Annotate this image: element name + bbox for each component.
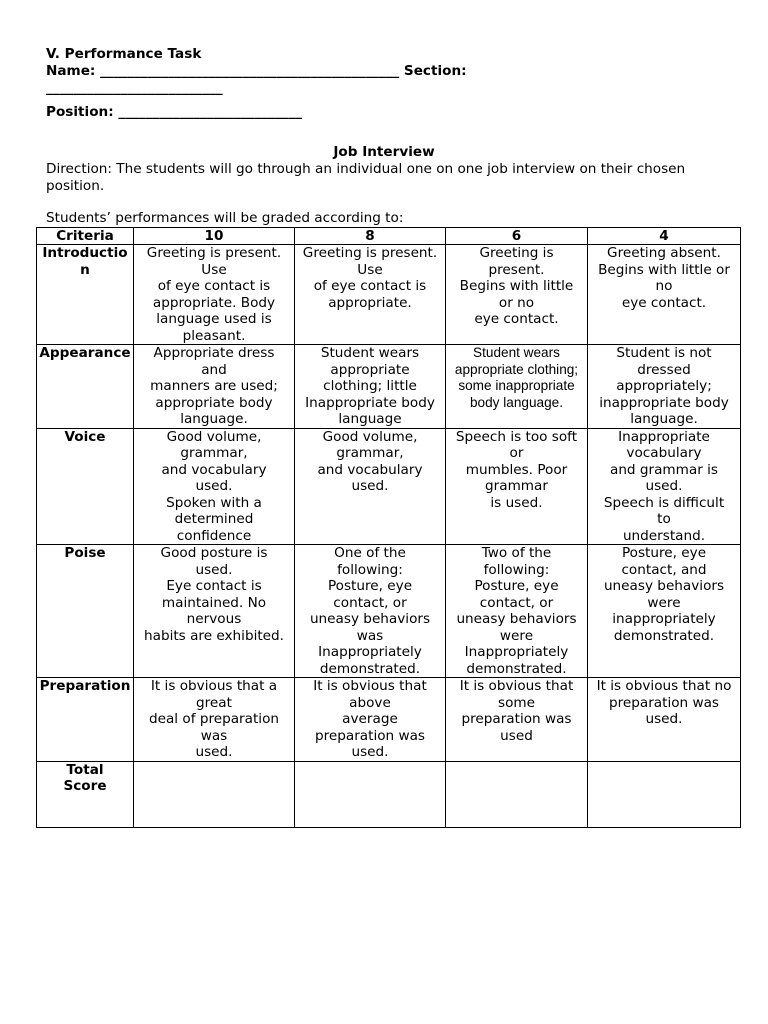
cell-text-line: appropriately; bbox=[616, 378, 712, 394]
total-label-line: Total bbox=[66, 761, 104, 778]
rubric-body bbox=[37, 245, 741, 828]
cell-text-line: used. bbox=[351, 478, 389, 494]
cell-text-line: Begins with little bbox=[459, 278, 574, 294]
cell-text-line: habits are exhibited. bbox=[144, 627, 284, 644]
cell-text-line: It is obvious that bbox=[459, 678, 574, 694]
position-line bbox=[46, 104, 302, 120]
cell-text-line: used. bbox=[645, 478, 683, 494]
score-cell bbox=[588, 545, 741, 678]
cell-text-line: uneasy behaviors bbox=[309, 611, 431, 627]
page-heading: Job Interview bbox=[333, 144, 435, 160]
criteria-cell: Appearance bbox=[37, 345, 134, 429]
cell-text-line: uneasy behaviors bbox=[603, 578, 725, 594]
score-cell bbox=[588, 678, 741, 762]
cell-text-line: eye contact. bbox=[621, 294, 707, 311]
cell-text-line: language. bbox=[180, 411, 248, 427]
cell-text-line: body language. bbox=[470, 394, 563, 410]
cell-text-line: vocabulary bbox=[626, 445, 702, 461]
cell-text-line: Spoken with a bbox=[166, 494, 262, 511]
name-blank: ____________________________________________ bbox=[100, 63, 400, 79]
score-label-line: Score bbox=[63, 778, 107, 794]
cell-text-line: nervous bbox=[186, 611, 242, 627]
cell-text-line: One of the bbox=[334, 545, 406, 561]
cell-text-line: contact, and bbox=[621, 561, 707, 578]
section-blank: __________________________ bbox=[46, 80, 223, 96]
cell-text-line: Greeting is present. bbox=[146, 245, 282, 261]
name-section-line bbox=[46, 63, 467, 79]
cell-text-line: great bbox=[196, 694, 232, 711]
cell-text-line: some bbox=[497, 694, 535, 711]
name-label: Name: bbox=[46, 63, 101, 79]
total-score-cell-4 bbox=[588, 761, 741, 827]
cell-text-line: appropriate clothing; bbox=[454, 361, 579, 377]
cell-text-line: inappropriately bbox=[612, 611, 716, 627]
cell-text-line: Greeting is bbox=[479, 245, 554, 261]
table-row bbox=[37, 345, 741, 429]
cell-text-line: Good volume, bbox=[166, 428, 262, 445]
cell-text-line: contact, or bbox=[479, 594, 554, 611]
total-score-cell-10 bbox=[134, 761, 295, 827]
cell-text-line: deal of preparation bbox=[148, 711, 280, 727]
cell-text-line: uneasy behaviors bbox=[456, 611, 577, 627]
cell-text-line: Inappropriately bbox=[318, 644, 422, 660]
score-cell bbox=[295, 678, 446, 762]
score-cell bbox=[446, 678, 588, 762]
cell-text-line: Appropriate dress bbox=[153, 345, 275, 361]
cell-text-line: or no bbox=[498, 294, 535, 311]
cell-text-line: was bbox=[200, 727, 228, 744]
table-header-row bbox=[37, 228, 741, 245]
cell-text-line: used. bbox=[351, 744, 389, 760]
cell-text-line: Use bbox=[201, 261, 227, 278]
cell-text-line: appropriate. bbox=[328, 294, 412, 311]
score-cell bbox=[446, 428, 588, 545]
cell-text-line: mumbles. Poor bbox=[465, 461, 568, 478]
cell-text-line: used. bbox=[645, 711, 683, 727]
column-header-8: 8 bbox=[295, 228, 446, 245]
cell-text-line: of eye contact is bbox=[157, 278, 271, 294]
cell-text-line: Speech is difficult bbox=[603, 494, 725, 511]
cell-text-line: language bbox=[338, 411, 402, 427]
cell-text-line: following: bbox=[337, 561, 403, 578]
cell-text-line: grammar bbox=[485, 478, 548, 494]
cell-text-line: preparation was bbox=[314, 727, 426, 744]
column-header-criteria: Criteria bbox=[37, 228, 134, 245]
cell-text-line: preparation was bbox=[608, 694, 720, 711]
cell-text-line: appropriate body bbox=[155, 394, 273, 411]
cell-text-line: appropriate. Body bbox=[152, 294, 276, 311]
cell-text-line: clothing; little bbox=[323, 378, 417, 394]
cell-text-line: used. bbox=[195, 561, 233, 578]
score-cell bbox=[295, 345, 446, 429]
cell-text-line: dressed bbox=[637, 361, 691, 378]
section-label: Section: bbox=[399, 63, 467, 79]
column-header-4: 4 bbox=[588, 228, 741, 245]
cell-text-line: above bbox=[349, 694, 391, 711]
score-cell bbox=[588, 428, 741, 545]
cell-text-line: present. bbox=[488, 261, 545, 278]
cell-text-line: eye contact. bbox=[474, 311, 559, 327]
cell-text-line: language. bbox=[630, 411, 698, 427]
cell-text-line: no bbox=[655, 278, 673, 294]
score-cell bbox=[134, 428, 295, 545]
criteria-cell: Preparation bbox=[37, 678, 134, 762]
criteria-cell: Poise bbox=[37, 545, 134, 678]
cell-text-line: following: bbox=[483, 561, 550, 578]
criteria-cell: Voice bbox=[37, 428, 134, 545]
cell-text-line: understand. bbox=[622, 527, 706, 544]
cell-text-line: and bbox=[201, 361, 227, 378]
cell-text-line: grammar, bbox=[180, 445, 248, 461]
cell-text-line: and vocabulary bbox=[317, 461, 423, 478]
score-cell bbox=[295, 428, 446, 545]
cell-text-line: demonstrated. bbox=[319, 660, 421, 677]
table-row bbox=[37, 545, 741, 678]
cell-text-line: Student wears bbox=[320, 345, 420, 361]
cell-text-line: It is obvious that a bbox=[150, 678, 278, 694]
cell-text-line: Speech is too soft bbox=[455, 428, 578, 445]
score-cell bbox=[134, 345, 295, 429]
score-cell bbox=[588, 345, 741, 429]
cell-text-line: language used is bbox=[156, 311, 272, 327]
cell-text-line: Greeting is present. bbox=[302, 245, 438, 261]
cell-text-line: was bbox=[356, 627, 384, 644]
score-cell bbox=[446, 345, 588, 429]
cell-text-line: and vocabulary bbox=[161, 461, 267, 478]
score-cell bbox=[446, 245, 588, 345]
direction-text: Direction: The students will go through an individual one on one job interview on their chosen position. bbox=[46, 161, 686, 194]
score-cell bbox=[134, 678, 295, 762]
cell-text-line: Use bbox=[357, 261, 383, 278]
total-score-label bbox=[37, 761, 134, 827]
criteria-cell: Introduction bbox=[37, 245, 134, 345]
cell-text-line: and grammar is bbox=[609, 461, 719, 478]
cell-text-line: contact, or bbox=[333, 594, 407, 611]
cell-text-line: Inappropriate body bbox=[305, 394, 435, 411]
task-title: V. Performance Task bbox=[46, 46, 202, 62]
cell-text-line: maintained. No bbox=[161, 594, 267, 611]
cell-text-line: grammar, bbox=[336, 445, 404, 461]
position-label: Position: bbox=[46, 104, 119, 120]
cell-text-line: appropriate bbox=[330, 361, 410, 378]
cell-text-line: were bbox=[647, 594, 681, 611]
cell-text-line: confidence bbox=[176, 527, 252, 544]
score-cell bbox=[134, 245, 295, 345]
cell-text-line: Posture, eye bbox=[621, 545, 707, 561]
total-score-row bbox=[37, 761, 741, 827]
cell-text-line: used bbox=[500, 727, 533, 744]
cell-text-line: Good volume, bbox=[322, 428, 418, 445]
cell-text-line: Two of the bbox=[481, 545, 552, 561]
cell-text-line: Greeting absent. bbox=[607, 245, 721, 261]
cell-text-line: Inappropriately bbox=[464, 644, 569, 660]
column-header-6: 6 bbox=[446, 228, 588, 245]
cell-text-line: used. bbox=[195, 478, 233, 494]
rubric-table bbox=[36, 227, 741, 828]
cell-text-line: some inappropriate bbox=[458, 378, 575, 393]
cell-text-line: Posture, eye bbox=[474, 578, 559, 594]
cell-text-line: demonstrated. bbox=[466, 660, 567, 677]
cell-text-line: Begins with little or bbox=[598, 261, 730, 278]
table-row bbox=[37, 428, 741, 545]
cell-text-line: manners are used; bbox=[150, 378, 278, 394]
cell-text-line: average bbox=[342, 711, 398, 727]
cell-text-line: inappropriate body bbox=[599, 394, 729, 411]
position-blank: ___________________________ bbox=[118, 104, 302, 120]
total-score-cell-8 bbox=[295, 761, 446, 827]
cell-text-line: demonstrated. bbox=[613, 627, 715, 644]
score-cell bbox=[295, 245, 446, 345]
cell-text-line: Eye contact is bbox=[166, 578, 262, 594]
cell-text-line: were bbox=[499, 627, 534, 644]
score-cell bbox=[134, 545, 295, 678]
score-cell bbox=[446, 545, 588, 678]
cell-text-line: used. bbox=[195, 744, 233, 760]
cell-text-line: to bbox=[657, 511, 671, 527]
cell-text-line: pleasant. bbox=[182, 327, 246, 344]
total-score-cell-6 bbox=[446, 761, 588, 827]
table-row bbox=[37, 678, 741, 762]
cell-text-line: Student is not bbox=[616, 345, 712, 361]
cell-text-line: Good posture is bbox=[160, 545, 268, 561]
column-header-10: 10 bbox=[134, 228, 295, 245]
cell-text-line: It is obvious that bbox=[313, 678, 427, 694]
cell-text-line: or bbox=[509, 445, 524, 461]
cell-text-line: It is obvious that no bbox=[596, 678, 732, 694]
score-cell bbox=[588, 245, 741, 345]
score-cell bbox=[295, 545, 446, 678]
table-row bbox=[37, 245, 741, 345]
cell-text-line: is used. bbox=[490, 494, 543, 511]
cell-text-line: Posture, eye bbox=[327, 578, 413, 594]
cell-text-line: determined bbox=[174, 511, 254, 527]
graded-intro: Students’ performances will be graded according to: bbox=[46, 210, 404, 226]
cell-text-line: preparation was bbox=[461, 711, 572, 727]
cell-text-line: Inappropriate bbox=[618, 428, 710, 445]
cell-text-line: of eye contact is bbox=[313, 278, 427, 294]
cell-text-line: Student wears bbox=[473, 345, 560, 360]
